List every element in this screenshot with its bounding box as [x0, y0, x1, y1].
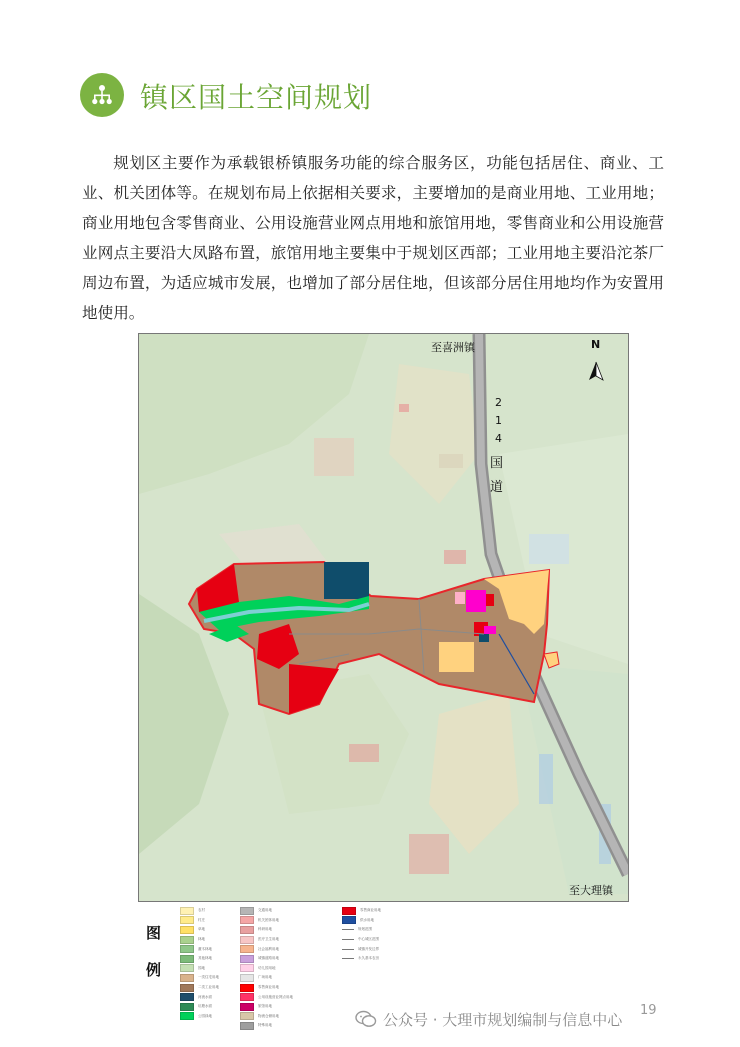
legend-item — [180, 973, 219, 983]
legend-item — [180, 935, 219, 945]
legend-swatch — [180, 1003, 194, 1011]
legend-text: 交通用地 — [258, 908, 272, 913]
legend-line-swatch — [342, 958, 354, 959]
legend-text: 广场用地 — [258, 975, 272, 980]
legend-item — [180, 983, 219, 993]
section-icon — [80, 73, 124, 117]
legend-item — [240, 1002, 293, 1012]
legend-text: 永久基本农田 — [358, 956, 379, 961]
legend-swatch — [240, 974, 254, 982]
legend-text: 坑塘水面 — [198, 1004, 212, 1009]
to-xizhou-label: 至喜洲镇 — [431, 341, 475, 354]
legend-swatch — [240, 993, 254, 1001]
legend-item — [180, 964, 219, 974]
watermark — [355, 1008, 622, 1030]
legend-text: 农村 — [198, 908, 205, 913]
map-canvas — [139, 334, 628, 901]
legend-swatch — [180, 907, 194, 915]
legend-text: 零售商业用地 — [360, 908, 381, 913]
legend-line-swatch — [342, 949, 354, 950]
legend-text: 一类住宅用地 — [198, 975, 219, 980]
legend-column-1 — [180, 906, 219, 1021]
legend-text: 中心城区范围 — [358, 937, 379, 942]
legend-item — [342, 954, 381, 964]
legend-item — [240, 954, 293, 964]
legend-item — [180, 1002, 219, 1012]
legend-item — [240, 992, 293, 1002]
legend-item — [240, 964, 293, 974]
legend-swatch — [180, 945, 194, 953]
map-legend — [138, 904, 468, 1028]
legend-text: 规划范围 — [358, 927, 372, 932]
legend-text: 城镇道路用地 — [258, 956, 279, 961]
legend-item — [240, 1021, 293, 1031]
legend-swatch — [240, 945, 254, 953]
legend-heading-1: 图 — [146, 924, 162, 942]
legend-item — [180, 992, 219, 1002]
legend-item — [240, 973, 293, 983]
legend-swatch — [180, 974, 194, 982]
legend-swatch — [240, 926, 254, 934]
legend-heading-2: 例 — [146, 961, 162, 979]
legend-swatch — [342, 907, 356, 915]
legend-text: 园地 — [198, 965, 205, 970]
legend-item — [342, 916, 381, 926]
legend-item — [240, 944, 293, 954]
legend-swatch — [240, 955, 254, 963]
watermark-text: 公众号 · 大理市规划编制与信息中心 — [383, 1010, 623, 1029]
legend-text: 幼儿园用地 — [258, 965, 276, 970]
body-text — [82, 148, 664, 328]
page-number: 19 — [640, 1003, 657, 1018]
legend-swatch — [180, 993, 194, 1001]
legend-swatch — [240, 1022, 254, 1030]
legend-swatch — [180, 964, 194, 972]
legend-swatch — [180, 984, 194, 992]
hierarchy-icon — [90, 83, 114, 107]
legend-text: 林地 — [198, 937, 205, 942]
legend-swatch — [240, 1003, 254, 1011]
north-label: N — [591, 338, 601, 351]
legend-swatch — [342, 916, 356, 924]
legend-item — [240, 1012, 293, 1022]
legend-swatch — [180, 1012, 194, 1020]
legend-swatch — [180, 955, 194, 963]
legend-item — [180, 954, 219, 964]
legend-text: 其他林地 — [198, 956, 212, 961]
legend-text: 机关团体用地 — [258, 917, 279, 922]
legend-text: 供水用地 — [360, 917, 374, 922]
legend-item — [342, 906, 381, 916]
section-title: 镇区国土空间规划 — [140, 81, 373, 114]
legend-swatch — [240, 916, 254, 924]
legend-text: 旅馆用地 — [258, 1004, 272, 1009]
legend-swatch — [180, 926, 194, 934]
legend-text: 公园绿地 — [198, 1013, 212, 1018]
legend-text: 河流水面 — [198, 994, 212, 999]
legend-item — [342, 925, 381, 935]
legend-text: 草地 — [198, 927, 205, 932]
legend-item — [180, 906, 219, 916]
legend-text: 特殊用地 — [258, 1023, 272, 1028]
legend-text: 零售商业用地 — [258, 985, 279, 990]
land-use-map: N 至喜洲镇 至大理镇 2 1 4 国 道 — [138, 333, 629, 902]
legend-swatch — [180, 936, 194, 944]
legend-text: 灌木林地 — [198, 946, 212, 951]
legend-text: 公用设施营业网点用地 — [258, 994, 293, 999]
legend-item — [240, 906, 293, 916]
legend-item — [240, 935, 293, 945]
legend-item — [240, 925, 293, 935]
legend-text: 社会福利用地 — [258, 946, 279, 951]
legend-text: 医疗卫生用地 — [258, 937, 279, 942]
legend-item — [180, 925, 219, 935]
legend-swatch — [240, 984, 254, 992]
legend-swatch — [240, 936, 254, 944]
legend-swatch — [240, 964, 254, 972]
legend-swatch — [240, 907, 254, 915]
legend-text: 二类工业用地 — [198, 985, 219, 990]
legend-item — [180, 916, 219, 926]
legend-column-2 — [240, 906, 293, 1031]
legend-column-3 — [342, 906, 381, 964]
legend-item — [180, 1012, 219, 1022]
legend-line-swatch — [342, 929, 354, 930]
legend-swatch — [180, 916, 194, 924]
legend-item — [342, 935, 381, 945]
wechat-icon — [355, 1010, 377, 1028]
legend-text: 物流仓储用地 — [258, 1013, 279, 1018]
to-dali-label: 至大理镇 — [569, 884, 613, 897]
legend-text: 村庄 — [198, 917, 205, 922]
legend-item — [180, 944, 219, 954]
legend-text: 科研用地 — [258, 927, 272, 932]
legend-item — [342, 944, 381, 954]
legend-item — [240, 916, 293, 926]
legend-item — [240, 983, 293, 993]
legend-swatch — [240, 1012, 254, 1020]
body-paragraph: 规划区主要作为承载银桥镇服务功能的综合服务区，功能包括居住、商业、工业、机关团体等。在规划布局上依据相关要求，主要增加的是商业用地、工业用地；商业用地包含零售商业、公用设施营业网点用地和旅馆用地，零售商业和公用设施营业网点主要沿大凤路布置，旅馆用地主要集中于规划区西部；工业用地主要沿沱茶厂周边布置，为适应城市发展，也增加了部分居住地，但该部分居住用地均作为安置用地使用。 — [82, 154, 664, 322]
legend-text: 城镇开发边界 — [358, 946, 379, 951]
legend-line-swatch — [342, 939, 354, 940]
